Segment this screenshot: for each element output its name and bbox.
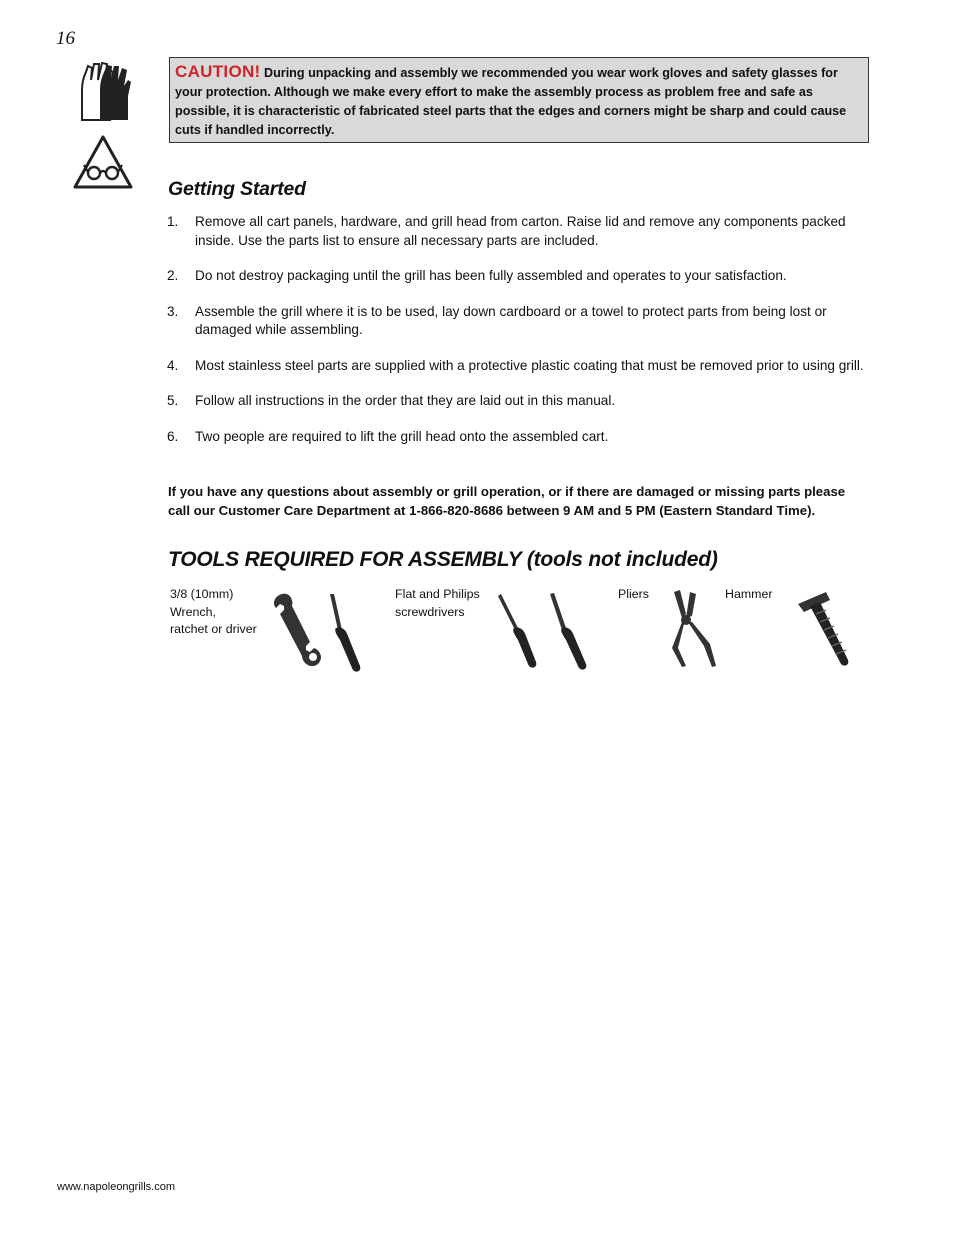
tool-label-hammer: [725, 586, 773, 604]
caution-box: [169, 57, 869, 143]
pliers-icon: [664, 588, 724, 670]
list-item: [167, 357, 867, 376]
tool-label-line: Pliers: [618, 587, 649, 601]
step-number: 1.: [167, 214, 179, 229]
caution-label: CAUTION!: [175, 62, 261, 81]
footer-url: www.napoleongrills.com: [57, 1181, 175, 1193]
tools-heading: TOOLS REQUIRED FOR ASSEMBLY (tools not included): [168, 548, 718, 571]
step-number: 4.: [167, 357, 179, 373]
safety-glasses-warning-icon: [72, 134, 134, 190]
page-number: 16: [56, 28, 75, 49]
step-text: Follow all instructions in the order that they are laid out in this manual.: [195, 393, 616, 408]
list-item: [167, 392, 867, 411]
work-gloves-icon: [76, 60, 132, 124]
tool-label-line: ratchet or driver: [170, 622, 257, 636]
safety-icons: [76, 60, 136, 190]
steps-list: [167, 213, 867, 446]
tool-label-wrench: [170, 586, 257, 639]
getting-started-heading: Getting Started: [168, 178, 306, 200]
tool-label-screwdrivers: [395, 586, 480, 621]
list-item: [167, 303, 867, 340]
tool-label-line: Hammer: [725, 587, 773, 601]
step-number: 5.: [167, 393, 179, 408]
tool-label-line: 3/8 (10mm): [170, 587, 234, 601]
tool-label-line: Wrench,: [170, 604, 216, 619]
step-text: Remove all cart panels, hardware, and grill head from carton. Raise lid and remove any components packed inside. Use the parts list to ensure all necessary parts are included.: [195, 214, 846, 248]
step-text: Most stainless steel parts are supplied with a protective plastic coating that must be removed prior to using grill.: [195, 357, 864, 373]
wrench-and-driver-icon: [268, 590, 380, 674]
screwdrivers-icon: [492, 590, 604, 674]
step-text: Do not destroy packaging until the grill has been fully assembled and operates to your satisfaction.: [195, 268, 787, 283]
hammer-icon: [796, 590, 860, 668]
list-item: [167, 428, 867, 447]
list-item: [167, 267, 867, 286]
step-text: Assemble the grill where it is to be used, lay down cardboard or a towel to protect parts from being lost or damaged while assembling.: [195, 303, 827, 337]
tool-label-line: Flat and Philips: [395, 587, 480, 601]
tool-label-line: screwdrivers: [395, 604, 465, 619]
step-number: 6.: [167, 428, 179, 444]
step-text: Two people are required to lift the grill head onto the assembled cart.: [195, 428, 609, 444]
list-item: [167, 213, 867, 250]
step-number: 2.: [167, 268, 179, 283]
caution-text: During unpacking and assembly we recommended you wear work gloves and safety glasses for your protection. Although we make every effort to make the assembly process as problem free and safe as possible, it is characteristic of fabricated steel parts that the edges and corners might be sharp and could cause cuts if handled incorrectly.: [175, 66, 847, 137]
customer-care-notice: If you have any questions about assembly or grill operation, or if there are damaged or missing parts please call our Customer Care Department at 1-866-820-8686 between 9 AM and 5 PM (Eastern Standard Time).: [168, 484, 846, 518]
step-number: 3.: [167, 303, 179, 319]
tool-label-pliers: [618, 586, 649, 604]
